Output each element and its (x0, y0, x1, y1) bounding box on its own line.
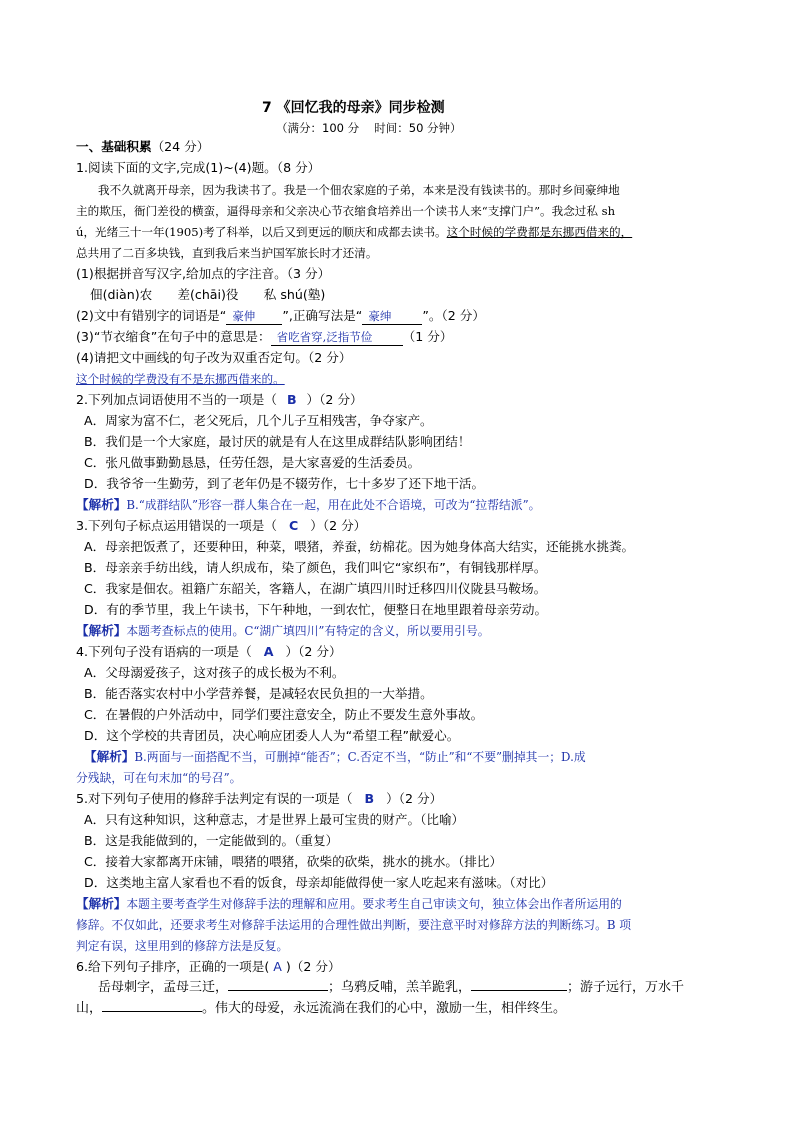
q6-line-1-a: 岳母刺字，孟母三迁， (98, 980, 229, 995)
q3-stem-a: 3.下列句子标点运用错误的一项是（ (76, 518, 277, 533)
q2-option-d: D．我爷爷一生勤劳，到了老年仍是不辍劳作，七十多岁了还下地干活。 (84, 476, 485, 491)
q1-passage-line-4: 总共用了二百多块钱，直到我后来当护国军旅长时才还清。 (76, 246, 378, 260)
q5-option-d: D．这类地主富人家看也不看的饭食，母亲却能做得使一家人吃起来有滋味。（对比） (84, 875, 554, 890)
q6-answer: A (273, 959, 282, 974)
q2-analysis (76, 497, 540, 513)
q3-option-a: A．母亲把饭煮了，还要种田，种菜，喂猪，养蚕，纺棉花。因为她身体高大结实，还能挑水挑粪。 (84, 539, 635, 554)
q4-stem-b: ）（2 分） (285, 644, 342, 659)
q2-analysis-text: B.“成群结队”形容一群人集合在一起，用在此处不合语境，可改为“拉帮结派”。 (126, 498, 541, 512)
q4-option-a: A．父母溺爱孩子，这对孩子的成长极为不利。 (84, 665, 345, 680)
q1-part-2 (76, 308, 485, 325)
q1-underlined-sentence: 这个时候的学费都是东挪西借来的， (446, 225, 633, 239)
q5-option-b: B．这是我能做到的，一定能做到的。（重复） (84, 833, 339, 848)
q6-line-2-a: 山， (76, 1001, 103, 1016)
q3-analysis-label: 【解析】 (76, 623, 127, 638)
q5-stem (76, 791, 442, 807)
q4-analysis-text-1: B.两面与一面搭配不当，可删掉“能否”；C.否定不当，“防止”和“不要”删掉其一；D.成 (134, 750, 586, 764)
q1-part-3-answer: 省吃省穿,泛指节俭 (271, 329, 403, 346)
q5-analysis-label: 【解析】 (76, 896, 127, 911)
q6-line-2 (76, 1001, 566, 1017)
q5-analysis-text-1: 本题主要考查学生对修辞手法的理解和应用。要求考生自己审读文句，独立体会出作者所运用的 (126, 897, 622, 911)
q4-analysis (84, 749, 586, 765)
q5-analysis (76, 896, 622, 912)
q4-option-b: B．能否落实农村中小学营养餐，是减轻农民负担的一大举措。 (84, 686, 433, 701)
q6-line-1-c: ；游子远行，万水千 (567, 980, 685, 995)
q6-blank-3[interactable] (102, 1011, 202, 1012)
q5-stem-a: 5.对下列句子使用的修辞手法判定有误的一项是（ (76, 791, 353, 806)
q6-blank-1[interactable] (228, 990, 328, 991)
q1-passage-line-3a: ú，光绪三十一年(1905)考了科举，以后又到更远的顺庆和成都去读书。 (76, 225, 447, 239)
q1-part-2-answer-2: 豪绅 (362, 308, 422, 325)
q6-stem (76, 959, 341, 975)
q5-analysis-text-3: 判定有误，这里用到的修辞方法是反复。 (76, 939, 289, 953)
q3-stem (76, 518, 366, 534)
q2-answer: B (286, 392, 297, 407)
q6-line-2-b: 。伟大的母爱，永远流淌在我们的心中，激励一生，相伴终生。 (202, 1001, 567, 1016)
q1-part-3-b: （1 分） (402, 329, 453, 344)
q1-part-3-a: (3)“节衣缩食”在句子中的意思是： (76, 329, 271, 344)
q4-option-d: D．这个学校的共青团员，决心响应团委人人为“希望工程”献爱心。 (84, 728, 460, 743)
q1-stem: 1.阅读下面的文字,完成(1)~(4)题。（8 分） (76, 160, 321, 175)
q2-analysis-label: 【解析】 (76, 497, 127, 512)
q6-line-1 (98, 980, 684, 996)
q1-part-2-a: (2)文中有错别字的词语是“ (76, 308, 227, 323)
q3-analysis-text: 本题考查标点的使用。C“湖广填四川”有特定的含义，所以要用引号。 (126, 624, 490, 638)
q1-part-3 (76, 329, 452, 346)
q2-stem-b: ）（2 分） (306, 392, 363, 407)
q4-stem-a: 4.下列句子没有语病的一项是（ (76, 644, 252, 659)
page-subtitle: （满分：100 分 时间：50 分钟） (276, 121, 462, 135)
q4-analysis-text-2: 分残缺，可在句末加“的号召”。 (76, 771, 242, 785)
q3-option-b: B．母亲亲手纺出线，请人织成布，染了颜色，我们叫它“家织布”，有铜钱那样厚。 (84, 560, 547, 575)
q1-part-1: (1)根据拼音写汉字,给加点的字注音。（3 分） (76, 266, 331, 281)
q6-line-1-b: ；乌鸦反哺，羔羊跪乳， (328, 980, 472, 995)
q1-part-1-items: 佃(diàn)农 差(chāi)役 私 shú(塾) (90, 287, 326, 302)
q4-analysis-label: 【解析】 (84, 749, 135, 764)
q4-stem (76, 644, 342, 660)
q2-option-a: A．周家为富不仁，老父死后，几个儿子互相残害，争夺家产。 (84, 413, 433, 428)
q1-part-2-c: ”。（2 分） (422, 308, 485, 323)
section-heading-score: （24 分） (151, 139, 210, 154)
q3-option-d: D．有的季节里，我上午读书，下午种地，一到农忙，便整日在地里跟着母亲劳动。 (84, 602, 548, 617)
q1-part-4: (4)请把文中画线的句子改为双重否定句。（2 分） (76, 350, 352, 365)
q3-answer: C (288, 518, 299, 533)
q2-option-b: B．我们是一个大家庭，最讨厌的就是有人在这里成群结队影响团结！ (84, 434, 471, 449)
q2-stem (76, 392, 363, 408)
q1-passage-line-1: 我不久就离开母亲，因为我读书了。我是一个佃农家庭的子弟，本来是没有钱读书的。那时乡间豪绅地 (98, 183, 620, 197)
q1-passage-line-2: 主的欺压，衙门差役的横蛮，逼得母亲和父亲决心节衣缩食培养出一个读书人来“支撑门户”。我念过私 sh (76, 204, 616, 218)
q3-analysis (76, 623, 490, 639)
q6-stem-b: )（2 分） (285, 959, 341, 974)
q3-option-c: C．我家是佃农。祖籍广东韶关，客籍人，在湖广填四川时迁移四川仪陇县马鞍场。 (84, 581, 547, 596)
q5-answer: B (364, 791, 375, 806)
q1-part-2-b: ”,正确写法是“ (282, 308, 363, 323)
q2-option-c: C．张凡做事勤勤恳恳，任劳任怨，是大家喜爱的生活委员。 (84, 455, 421, 470)
section-heading-text: 一、基础积累 (76, 139, 152, 154)
q3-stem-b: ）（2 分） (310, 518, 367, 533)
q6-blank-2[interactable] (471, 990, 567, 991)
q2-stem-a: 2.下列加点词语使用不当的一项是（ (76, 392, 277, 407)
q1-passage-line-3 (76, 224, 632, 240)
q1-part-4-answer: 这个时候的学费没有不是东挪西借来的。 (76, 372, 285, 386)
q5-stem-b: ）（2 分） (386, 791, 443, 806)
q4-answer: A (263, 644, 274, 659)
q5-analysis-text-2: 修辞。不仅如此，还要求考生对修辞手法运用的合理性做出判断，要注意平时对修辞方法的判断练习。B 项 (76, 918, 632, 932)
page-title: 7 《回忆我的母亲》同步检测 (262, 100, 445, 116)
section-heading (76, 139, 209, 155)
q5-option-a: A．只有这种知识，这种意志，才是世界上最可宝贵的财产。（比喻） (84, 812, 465, 827)
q1-part-2-answer-1: 豪伸 (226, 308, 282, 325)
q5-option-c: C．接着大家都离开床铺，喂猪的喂猪，砍柴的砍柴，挑水的挑水。（排比） (84, 854, 503, 869)
q6-stem-a: 6.给下列句子排序，正确的一项是( (76, 959, 270, 974)
q4-option-c: C．在暑假的户外活动中，同学们要注意安全，防止不要发生意外事故。 (84, 707, 484, 722)
